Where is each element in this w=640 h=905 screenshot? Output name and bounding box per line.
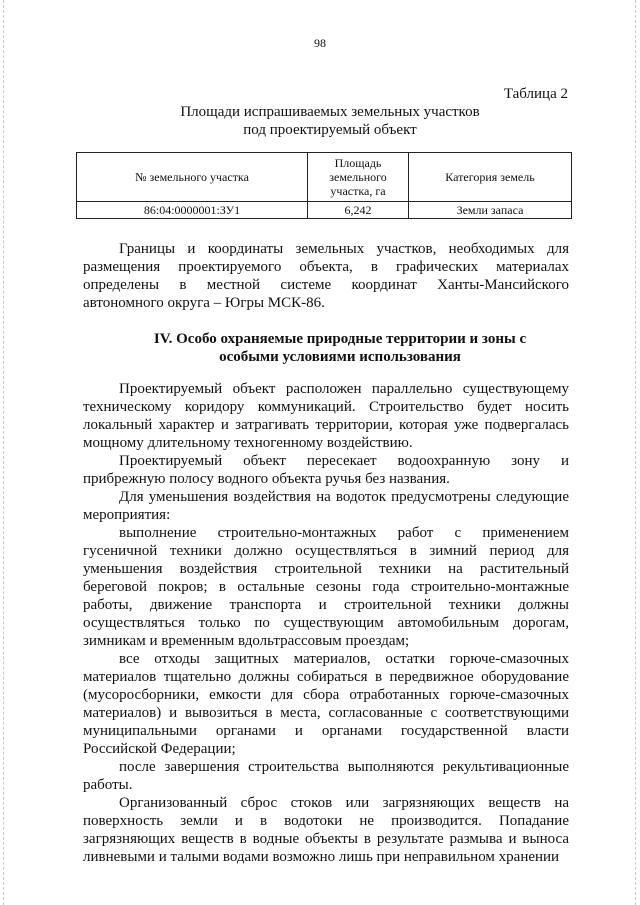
- table-label: Таблица 2: [503, 86, 568, 102]
- page-number: 98: [314, 36, 326, 50]
- header-area: Площадь земельного участка, га: [308, 153, 409, 202]
- section-heading-line-2: особыми условиями использования: [219, 349, 461, 365]
- body-paragraph: после завершения строительства выполняются рекультивационные работы.: [83, 759, 569, 793]
- scan-edge-right: [635, 0, 637, 905]
- scan-edge-left: [3, 0, 5, 905]
- land-plots-table: [76, 152, 572, 219]
- cell-land-category: Земли запаса: [409, 202, 572, 219]
- body-paragraph: Для уменьшения воздействия на водоток предусмотрены следующие мероприятия:: [83, 489, 569, 523]
- body-paragraph: все отходы защитных материалов, остатки горюче-смазочных материалов тщательно должны собираться в передвижное оборудование (мусоросборники, емкости для сбора отработанных горюче-смазочных материалов) и вывозиться в места, согласованные с соответствующими муниципальными органами и органами государственной власти Российской Федерации;: [83, 651, 569, 757]
- table-header-row: [77, 153, 572, 202]
- table-title-line-1: Площади испрашиваемых земельных участков: [180, 104, 480, 120]
- boundaries-paragraph-block: [83, 240, 569, 312]
- boundaries-paragraph: Границы и координаты земельных участков, необходимых для размещения проектируемого объекта, в графических материалах определены в местной системе координат Ханты-Мансийского автономного округа – Югры МСК-86.: [83, 241, 569, 311]
- body-paragraph: выполнение строительно-монтажных работ с применением гусеничной техники должно осуществляться в зимний период для уменьшения воздействия строительной техники на растительный береговой покров; в остальные сезоны года строительно-монтажные работы, движение транспорта и строительной техники должны осуществляться только по существующим автомобильным дорогам, зимникам и временным вдольтрассовым проездам;: [83, 525, 569, 649]
- section-heading-line-1: IV. Особо охраняемые природные территории и зоны с: [153, 331, 527, 347]
- table-row: [77, 202, 572, 219]
- section-heading: [90, 330, 590, 366]
- table-title: [90, 103, 570, 139]
- body-paragraph: Проектируемый объект пересекает водоохранную зону и прибрежную полосу водного объекта ручья без названия.: [83, 453, 569, 487]
- body-paragraph: Организованный сброс стоков или загрязняющих веществ на поверхность земли и в водотоки не производится. Попадание загрязняющих веществ в водные объекты в результате размыва и выноса ливневыми и талыми водами возможно лишь при неправильном хранении: [83, 795, 569, 865]
- body-paragraph: Проектируемый объект расположен параллельно существующему техническому коридору коммуникаций. Строительство будет носить локальный характер и затрагивать территории, которая уже подвергалась мощному длительному техногенному воздействию.: [83, 381, 569, 451]
- cell-area: 6,242: [308, 202, 409, 219]
- section-body: [83, 380, 569, 866]
- cell-plot-number: 86:04:0000001:ЗУ1: [77, 202, 308, 219]
- header-land-category: Категория земель: [409, 153, 572, 202]
- header-plot-number: № земельного участка: [77, 153, 308, 202]
- table-title-line-2: под проектируемый объект: [243, 122, 417, 138]
